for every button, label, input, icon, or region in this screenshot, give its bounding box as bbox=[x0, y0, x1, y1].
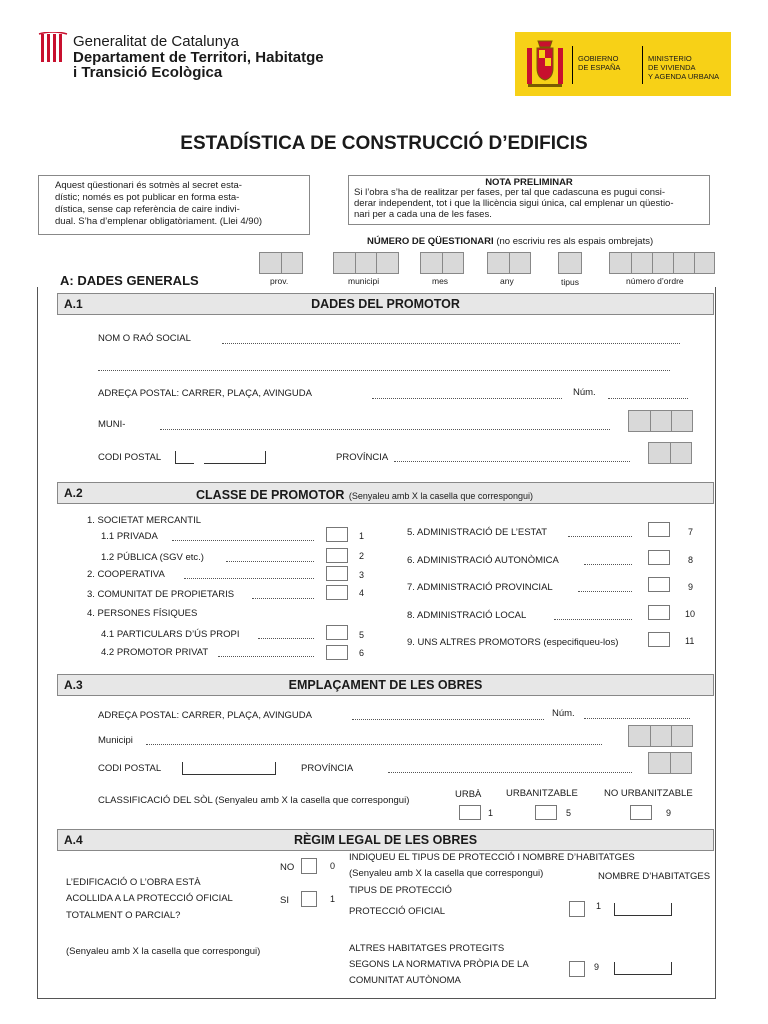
classif-checkbox[interactable] bbox=[630, 805, 652, 820]
nom-input[interactable] bbox=[222, 343, 680, 344]
nota-line: nari per a cada una de les fases. bbox=[354, 209, 492, 220]
promotor-item: 1. SOCIETAT MERCANTIL bbox=[87, 515, 202, 526]
classif-checkbox[interactable] bbox=[459, 805, 481, 820]
ministerio-line2: DE VIVIENDA bbox=[648, 63, 696, 72]
muni-label: MUNI- bbox=[98, 419, 126, 430]
a4-altres-line: ALTRES HABITATGES PROTEGITS bbox=[349, 943, 505, 954]
secret-note-box bbox=[38, 175, 310, 235]
section-a3-bar: A.3 EMPLAÇAMENT DE LES OBRES bbox=[57, 674, 714, 696]
num-label: Núm. bbox=[573, 387, 596, 398]
promotor-checkbox[interactable] bbox=[326, 625, 348, 640]
a3-provincia-code bbox=[648, 752, 692, 774]
a4-oficial-checkbox[interactable] bbox=[569, 901, 585, 917]
adreca-input[interactable] bbox=[372, 398, 562, 399]
a3-provincia-label: PROVÍNCIA bbox=[301, 763, 354, 774]
ministerio-line3: Y AGENDA URBANA bbox=[648, 72, 720, 81]
a4-no-checkbox[interactable] bbox=[301, 858, 317, 874]
classif-option-label: URBÀ bbox=[455, 789, 482, 800]
generalitat-logo bbox=[38, 32, 68, 64]
promotor-checkbox[interactable] bbox=[648, 605, 670, 620]
ministerio-line1: MINISTERIO bbox=[648, 54, 692, 63]
promotor-item: 3. COMUNITAT DE PROPIETARIS bbox=[87, 589, 235, 600]
a4-question-line: L’EDIFICACIÓ O L’OBRA ESTÀ bbox=[66, 877, 201, 888]
promotor-item: 9. UNS ALTRES PROMOTORS (especifiqueu-los) bbox=[407, 637, 619, 648]
classif-option-label: NO URBANITZABLE bbox=[604, 788, 693, 799]
promotor-item: 6. ADMINISTRACIÓ AUTONÒMICA bbox=[407, 555, 559, 566]
promotor-checkbox[interactable] bbox=[326, 548, 348, 563]
secret-note-line: Aquest qüestionari és sotmès al secret esta- bbox=[55, 180, 242, 191]
a4-altres-habitatges-input[interactable] bbox=[614, 962, 672, 975]
promotor-item: 2. COOPERATIVA bbox=[87, 569, 165, 580]
nota-title: NOTA PRELIMINAR bbox=[485, 177, 573, 188]
a3-adreca-input[interactable] bbox=[352, 719, 544, 720]
a3-codi-label: CODI POSTAL bbox=[98, 763, 162, 774]
a4-oficial-habitatges-input[interactable] bbox=[614, 903, 672, 916]
a3-municipi-input[interactable] bbox=[146, 744, 602, 745]
a4-nombre-label: NOMBRE D’HABITATGES bbox=[598, 871, 711, 882]
code-label: tipus bbox=[561, 277, 579, 287]
secret-note-line: dística, sense cap referència de caire indivi- bbox=[55, 204, 240, 215]
provincia-code bbox=[648, 442, 692, 464]
section-a1-title: DADES DEL PROMOTOR bbox=[311, 297, 460, 311]
a4-altres-checkbox[interactable] bbox=[569, 961, 585, 977]
page-title: ESTADÍSTICA DE CONSTRUCCIÓ D’EDIFICIS bbox=[180, 133, 588, 154]
a4-altres-line: SEGONS LA NORMATIVA PRÒPIA DE LA bbox=[349, 959, 529, 970]
classif-option-label: URBANITZABLE bbox=[506, 788, 578, 799]
promotor-item: 4.1 PARTICULARS D’ÚS PROPI bbox=[101, 629, 240, 640]
a3-provincia-input[interactable] bbox=[388, 772, 632, 773]
promotor-checkbox[interactable] bbox=[326, 585, 348, 600]
gencat-department-line1: Departament de Territori, Habitatge bbox=[73, 49, 324, 66]
promotor-checkbox[interactable] bbox=[326, 527, 348, 542]
promotor-checkbox[interactable] bbox=[648, 632, 670, 647]
classif-checkbox[interactable] bbox=[535, 805, 557, 820]
a3-municipi-label: Municipi bbox=[98, 735, 133, 746]
a3-adreca-label: ADREÇA POSTAL: CARRER, PLAÇA, AVINGUDA bbox=[98, 710, 312, 721]
a4-senyaleu: (Senyaleu amb X la casella que correspongui) bbox=[66, 946, 261, 957]
code-mes bbox=[420, 252, 464, 274]
a4-oficial-label: PROTECCIÓ OFICIAL bbox=[349, 906, 446, 917]
gobierno-line2: DE ESPAÑA bbox=[578, 63, 621, 72]
a3-num-label: Núm. bbox=[552, 708, 575, 719]
code-numero-ordre bbox=[609, 252, 715, 274]
gobierno-line1: GOBIERNO bbox=[578, 54, 619, 63]
nota-preliminar-box bbox=[348, 175, 710, 225]
promotor-item: 1.1 PRIVADA bbox=[101, 531, 158, 542]
numero-label: NÚMERO DE QÜESTIONARI (no escriviu res als espais ombrejats) bbox=[367, 236, 654, 247]
nota-line: derar independent, tot i que la llicència sigui única, cal emplenar un qüestio- bbox=[354, 198, 674, 209]
a3-num-input[interactable] bbox=[584, 718, 690, 719]
classif-label: CLASSIFICACIÓ DEL SÒL (Senyaleu amb X la casella que correspongui) bbox=[98, 795, 410, 806]
municipi-code bbox=[628, 410, 693, 432]
gencat-name: Generalitat de Catalunya bbox=[73, 33, 239, 50]
section-a4-bar: A.4 RÈGIM LEGAL DE LES OBRES bbox=[57, 829, 714, 851]
a4-question-line: TOTALMENT O PARCIAL? bbox=[66, 910, 181, 921]
section-a3-title: EMPLAÇAMENT DE LES OBRES bbox=[288, 678, 483, 692]
provincia-label: PROVÍNCIA bbox=[336, 452, 389, 463]
promotor-item: 8. ADMINISTRACIÓ LOCAL bbox=[407, 610, 527, 621]
a4-indiqueu-note: (Senyaleu amb X la casella que correspongui) bbox=[349, 868, 544, 879]
codi-postal-input[interactable] bbox=[175, 451, 266, 464]
promotor-item: 4. PERSONES FÍSIQUES bbox=[87, 608, 198, 619]
spain-coat-of-arms-icon bbox=[525, 38, 565, 90]
a4-altres-line: COMUNITAT AUTÒNOMA bbox=[349, 975, 461, 986]
code-label: municipi bbox=[348, 276, 380, 286]
a3-municipi-code bbox=[628, 725, 693, 747]
code-label: mes bbox=[432, 276, 449, 286]
nom-label: NOM O RAÓ SOCIAL bbox=[98, 333, 191, 344]
a3-codi-postal-input[interactable] bbox=[182, 762, 276, 775]
num-input[interactable] bbox=[608, 398, 688, 399]
code-municipi bbox=[333, 252, 399, 274]
promotor-checkbox[interactable] bbox=[648, 550, 670, 565]
code-label: número d’ordre bbox=[626, 276, 684, 286]
section-a4-title: RÈGIM LEGAL DE LES OBRES bbox=[293, 833, 478, 847]
promotor-checkbox[interactable] bbox=[326, 645, 348, 660]
section-a2-title: CLASSE DE PROMOTOR bbox=[196, 488, 345, 502]
section-a2-note: (Senyaleu amb X la casella que correspongui) bbox=[348, 491, 533, 501]
code-prov bbox=[259, 252, 303, 274]
promotor-item: 1.2 PÚBLICA (SGV etc.) bbox=[101, 552, 204, 563]
municipi-input[interactable] bbox=[160, 429, 610, 430]
promotor-checkbox[interactable] bbox=[648, 577, 670, 592]
secret-note-line: dístic; només es pot publicar en forma esta- bbox=[55, 192, 240, 203]
promotor-item: 7. ADMINISTRACIÓ PROVINCIAL bbox=[407, 582, 553, 593]
nom-input-line2[interactable] bbox=[98, 370, 670, 371]
code-tipus bbox=[558, 252, 582, 274]
section-a-title: A: DADES GENERALS bbox=[60, 273, 199, 288]
nota-line: Si l’obra s’ha de realitzar per fases, per tal que cadascuna es pugui consi- bbox=[354, 187, 666, 198]
secret-note-line: dual. S’ha d’emplenar obligatòriament. (Llei 4/90) bbox=[55, 216, 263, 227]
codi-label: CODI POSTAL bbox=[98, 452, 162, 463]
a4-no-label: NO bbox=[280, 862, 295, 873]
code-any bbox=[487, 252, 531, 274]
promotor-checkbox[interactable] bbox=[648, 522, 670, 537]
code-label: prov. bbox=[270, 276, 289, 286]
provincia-input[interactable] bbox=[394, 461, 630, 462]
code-label: any bbox=[500, 276, 514, 286]
a4-si-label: SI bbox=[280, 895, 289, 906]
a4-tipus-label: TIPUS DE PROTECCIÓ bbox=[349, 885, 452, 896]
a4-indiqueu: INDIQUEU EL TIPUS DE PROTECCIÓ I NOMBRE D’HABITATGES bbox=[349, 852, 635, 863]
adreca-label: ADREÇA POSTAL: CARRER, PLAÇA, AVINGUDA bbox=[98, 388, 312, 399]
promotor-checkbox[interactable] bbox=[326, 566, 348, 581]
section-a2-bar: A.2 CLASSE DE PROMOTOR (Senyaleu amb X la casella que correspongui) bbox=[57, 482, 714, 504]
section-a1-bar: A.1 DADES DEL PROMOTOR bbox=[57, 293, 714, 315]
gobierno-banner bbox=[515, 32, 731, 96]
promotor-item: 5. ADMINISTRACIÓ DE L’ESTAT bbox=[407, 527, 548, 538]
gencat-department-line2: i Transició Ecològica bbox=[73, 64, 223, 81]
a4-si-checkbox[interactable] bbox=[301, 891, 317, 907]
promotor-item: 4.2 PROMOTOR PRIVAT bbox=[101, 647, 209, 658]
a4-question-line: ACOLLIDA A LA PROTECCIÓ OFICIAL bbox=[66, 893, 233, 904]
